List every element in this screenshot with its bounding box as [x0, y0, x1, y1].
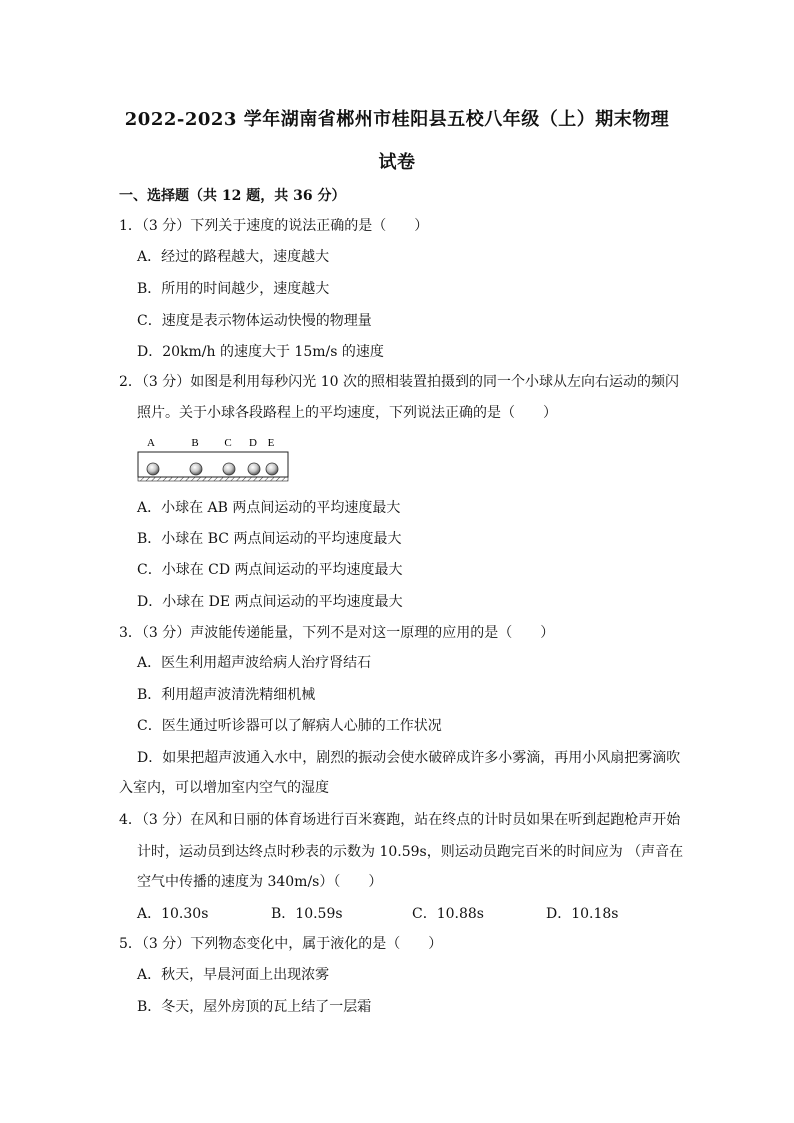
- track-ground: [138, 477, 288, 481]
- question-4-option-c: C．10.88s: [412, 906, 484, 922]
- figure-label-e: E: [267, 437, 275, 449]
- page-title-line-1: 2022-2023 学年湖南省郴州市桂阳县五校八年级（上）期末物理: [124, 109, 670, 130]
- question-4-stem-line-1: 4．（3 分）在风和日丽的体育场进行百米赛跑，站在终点的计时员如果在听到起跑枪声开始: [119, 812, 681, 828]
- ball-b: [190, 463, 202, 475]
- section-heading: 一、选择题（共 12 题，共 36 分）: [119, 188, 346, 204]
- strobe-photo-diagram: [136, 434, 296, 486]
- question-4-option-d: D．10.18s: [546, 906, 619, 922]
- question-1-option-c: C．速度是表示物体运动快慢的物理量: [137, 313, 372, 329]
- ball-e: [266, 463, 278, 475]
- question-1-option-a: A．经过的路程越大，速度越大: [137, 249, 330, 265]
- question-3-option-a: A．医生利用超声波给病人治疗肾结石: [137, 655, 372, 671]
- ball-d: [248, 463, 260, 475]
- page-title-line-2: 试卷: [378, 152, 416, 173]
- question-5-option-a: A．秋天，早晨河面上出现浓雾: [137, 967, 330, 983]
- question-2-stem-line-2: 照片。关于小球各段路程上的平均速度，下列说法正确的是（ ）: [137, 405, 557, 421]
- question-5-option-b: B．冬天，屋外房顶的瓦上结了一层霜: [137, 999, 372, 1015]
- question-4-stem-line-3: 空气中传播的速度为 340m/s）（ ）: [137, 874, 383, 890]
- question-1-option-b: B．所用的时间越少，速度越大: [137, 281, 330, 297]
- figure-label-c: C: [224, 437, 232, 449]
- question-2-option-d: D．小球在 DE 两点间运动的平均速度最大: [137, 594, 403, 610]
- question-3-option-c: C．医生通过听诊器可以了解病人心肺的工作状况: [137, 718, 442, 734]
- track-box: [138, 452, 288, 477]
- question-3-option-d-line-2: 入室内，可以增加室内空气的湿度: [119, 780, 329, 796]
- question-2-option-c: C．小球在 CD 两点间运动的平均速度最大: [137, 562, 403, 578]
- ball-a: [147, 463, 159, 475]
- figure-label-a: A: [147, 437, 155, 449]
- question-5-stem: 5．（3 分）下列物态变化中，属于液化的是（ ）: [119, 936, 443, 952]
- question-2-option-a: A．小球在 AB 两点间运动的平均速度最大: [137, 500, 401, 516]
- figure-label-b: B: [191, 437, 199, 449]
- question-3-option-d-line-1: D．如果把超声波通入水中，剧烈的振动会使水破碎成许多小雾滴，再用小风扇把雾滴吹: [137, 750, 681, 766]
- ball-c: [223, 463, 235, 475]
- question-4-stem-line-2: 计时，运动员到达终点时秒表的示数为 10.59s，则运动员跑完百米的时间应为 （声音在: [137, 844, 684, 860]
- question-1-option-d: D．20km/h 的速度大于 15m/s 的速度: [137, 344, 384, 360]
- figure-label-d: D: [249, 437, 257, 449]
- question-3-option-b: B．利用超声波清洗精细机械: [137, 687, 316, 703]
- question-2-option-b: B．小球在 BC 两点间运动的平均速度最大: [137, 531, 402, 547]
- question-1-stem: 1．（3 分）下列关于速度的说法正确的是（ ）: [119, 218, 429, 234]
- question-2-stem-line-1: 2．（3 分）如图是利用每秒闪光 10 次的照相装置拍摄到的同一个小球从左向右运动的频闪: [119, 374, 679, 390]
- question-3-stem: 3．（3 分）声波能传递能量，下列不是对这一原理的应用的是（ ）: [119, 625, 555, 641]
- question-4-option-a: A．10.30s: [137, 906, 209, 922]
- question-4-option-b: B．10.59s: [271, 906, 343, 922]
